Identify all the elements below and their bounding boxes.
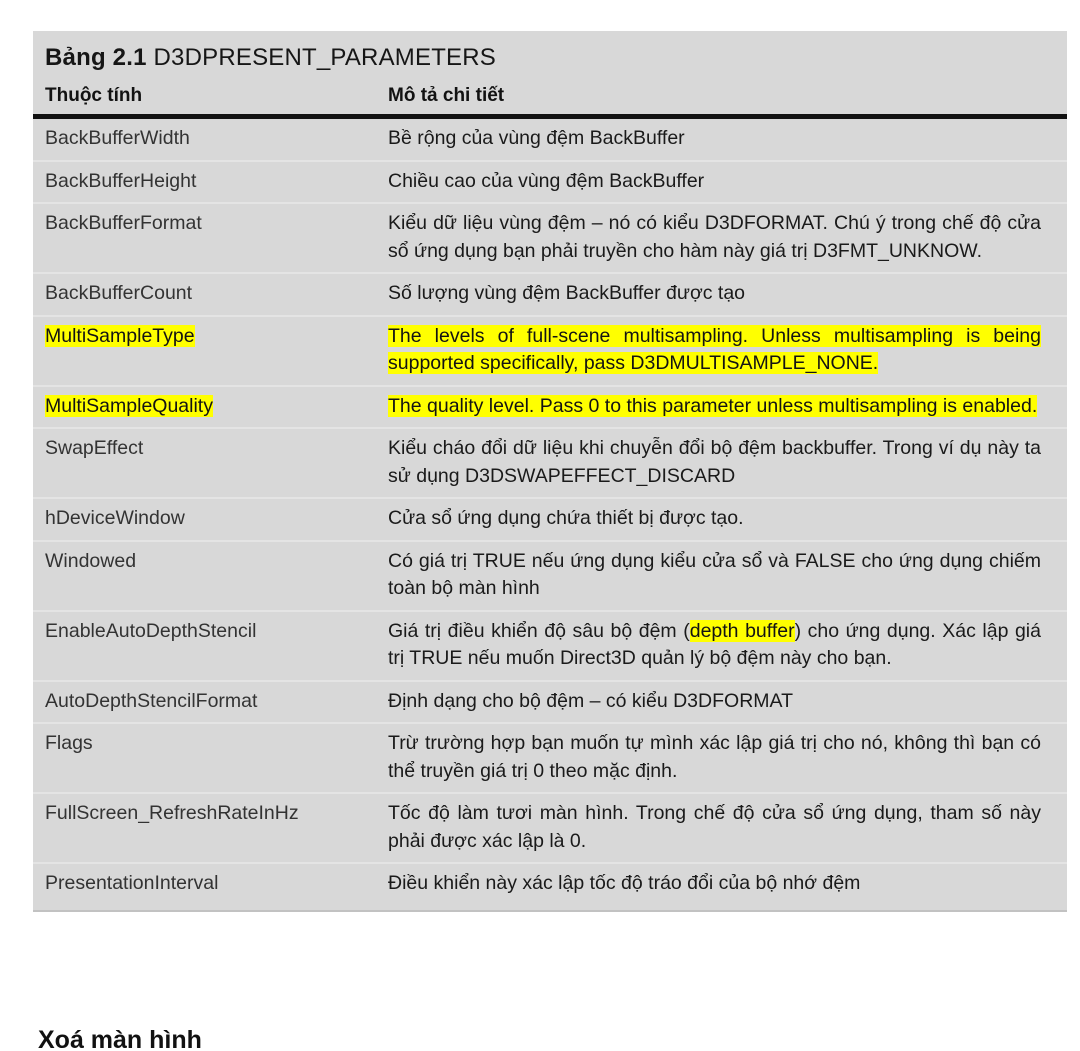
- description-cell: [388, 548, 1067, 603]
- description-cell: [388, 505, 1067, 533]
- property-text: FullScreen_RefreshRateInHz: [45, 802, 299, 824]
- table-row: [33, 722, 1067, 792]
- description-text: Trừ trường hợp bạn muốn tự mình xác lập giá trị cho nó, không thì bạn có thể truyền giá trị 0 theo mặc định.: [388, 732, 1041, 782]
- description-text: ) cho ứng dụng. Xác lập giá trị TRUE nếu muốn Direct3D quản lý bộ đệm này cho bạn.: [388, 619, 1041, 669]
- description-cell: [388, 210, 1067, 265]
- description-cell: [388, 800, 1067, 855]
- table-header-row: [33, 81, 1067, 119]
- table-row: [33, 427, 1067, 497]
- table-title: [33, 31, 1067, 81]
- table-row: [33, 540, 1067, 610]
- property-cell: [33, 210, 388, 265]
- table-row: [33, 497, 1067, 540]
- description-text: Cửa sổ ứng dụng chứa thiết bị được tạo.: [388, 507, 744, 529]
- description-cell: [388, 435, 1067, 490]
- description-text: Số lượng vùng đệm BackBuffer được tạo: [388, 282, 746, 304]
- description-cell: [388, 688, 1067, 716]
- property-cell: [33, 688, 388, 716]
- property-text: EnableAutoDepthStencil: [45, 619, 257, 642]
- property-text: AutoDepthStencilFormat: [45, 689, 258, 712]
- property-cell: [33, 323, 388, 378]
- property-cell: [33, 870, 388, 898]
- description-text: Có giá trị TRUE nếu ứng dụng kiểu cửa sổ và FALSE cho ứng dụng chiếm toàn bộ màn hình: [388, 549, 1041, 599]
- description-text: Định dạng cho bộ đệm – có kiểu D3DFORMAT: [388, 689, 793, 712]
- description-text: Kiểu cháo đổi dữ liệu khi chuyễn đổi bộ đệm backbuffer. Trong ví dụ này ta sử dụng D3DSWAPEFFECT_DISCARD: [388, 437, 1041, 487]
- property-cell: [33, 505, 388, 533]
- description-cell: [388, 393, 1067, 421]
- table-body: [33, 119, 1067, 905]
- table-row: [33, 119, 1067, 160]
- description-cell: [388, 618, 1067, 673]
- partial-section-heading: Xoá màn hình: [38, 1026, 202, 1051]
- description-text: Điều khiển này xác lập tốc độ tráo đổi của bộ nhớ đệm: [388, 872, 861, 894]
- property-cell: [33, 435, 388, 490]
- property-text: PresentationInterval: [45, 872, 219, 894]
- property-text: BackBufferWidth: [45, 127, 190, 149]
- description-text: Tốc độ làm tươi màn hình. Trong chế độ cửa sổ ứng dụng, tham số này phải được xác lập là 0.: [388, 802, 1041, 852]
- property-text: Flags: [45, 732, 93, 754]
- highlighted-text: depth buffer: [689, 619, 795, 642]
- property-text: BackBufferFormat: [45, 212, 202, 234]
- column-header-description: Mô tả chi tiết: [388, 85, 505, 106]
- property-text: BackBufferCount: [45, 282, 193, 304]
- property-text: MultiSampleType: [45, 324, 195, 347]
- property-text: MultiSampleQuality: [45, 394, 213, 417]
- highlighted-text: The levels of full-scene multisampling. Unless multisampling is being supported specifically, pass D3DMULTISAMPLE_NONE.: [388, 324, 1041, 374]
- description-cell: [388, 280, 1067, 308]
- property-text: BackBufferHeight: [45, 169, 197, 192]
- table-row: [33, 160, 1067, 203]
- table-row: [33, 385, 1067, 428]
- table-row: [33, 202, 1067, 272]
- description-text: Bề rộng của vùng đệm BackBuffer: [388, 127, 685, 149]
- description-text: Chiều cao của vùng đệm BackBuffer: [388, 169, 705, 192]
- property-text: Windowed: [45, 549, 137, 572]
- property-cell: [33, 125, 388, 153]
- description-cell: [388, 870, 1067, 898]
- highlighted-text: The quality level. Pass 0 to this parameter unless multisampling is enabled.: [388, 394, 1038, 417]
- property-cell: [33, 168, 388, 196]
- description-cell: [388, 323, 1067, 378]
- property-cell: [33, 280, 388, 308]
- table-name: D3DPRESENT_PARAMETERS: [146, 44, 497, 71]
- table-number: Bảng 2.1: [45, 44, 147, 71]
- table-row: [33, 610, 1067, 680]
- property-cell: [33, 393, 388, 421]
- description-cell: [388, 125, 1067, 153]
- table-row: [33, 862, 1067, 905]
- description-text: Giá trị điều khiển độ sâu bộ đệm (: [388, 619, 690, 642]
- property-cell: [33, 730, 388, 785]
- table-row: [33, 680, 1067, 723]
- property-cell: [33, 618, 388, 673]
- property-cell: [33, 548, 388, 603]
- description-text: Kiểu dữ liệu vùng đệm – nó có kiểu D3DFORMAT. Chú ý trong chế độ cửa sổ ứng dụng bạn phải truyền cho hàm này giá trị D3FMT_UNKNOW.: [388, 212, 1041, 262]
- description-cell: [388, 168, 1067, 196]
- table-row: [33, 792, 1067, 862]
- property-text: hDeviceWindow: [45, 507, 185, 529]
- description-cell: [388, 730, 1067, 785]
- table-row: [33, 315, 1067, 385]
- property-text: SwapEffect: [45, 437, 144, 459]
- table-row: [33, 272, 1067, 315]
- parameters-table: [33, 31, 1067, 912]
- property-cell: [33, 800, 388, 855]
- column-header-property: Thuộc tính: [45, 85, 143, 106]
